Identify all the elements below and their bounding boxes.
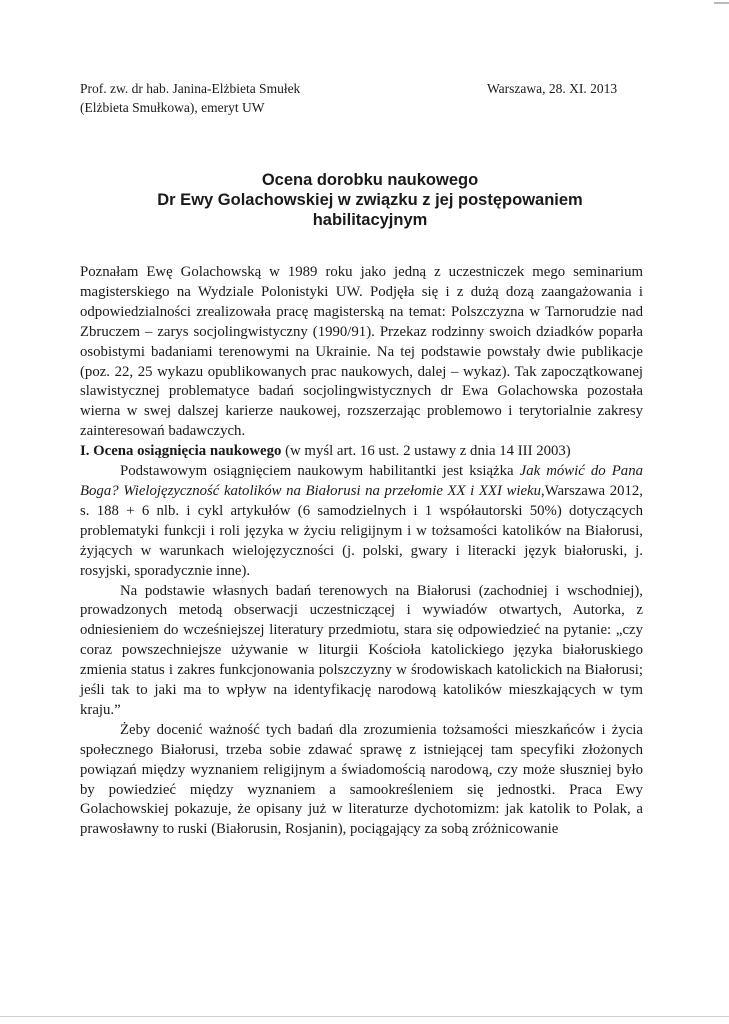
section-heading-bold: I. Ocena osiągnięcia naukowego [80,443,282,460]
title-line-1: Ocena dorobku naukowego [261,171,479,189]
section-heading-rest: (w myśl art. 16 ust. 2 ustawy z dnia 14 III 2003) [281,443,571,460]
paragraph-research-question: Na podstawie własnych badań terenowych na Białorusi (zachodniej i wschodniej), prowadzonych metodą obserwacji uczestniczącej i wywiadów otwartych, Autorka, z odniesieniem do wcześniejszej literatury przedmiotu, stara się odpowiedzieć na pytanie: „czy coraz powszechniejsze używanie w liturgii Kościoła katolickiego języka białoruskiego zmienia status i zakres funkcjonowania polszczyzny w środowiskach katolickich na Białorusi; jeśli tak to jaki ma to wpływ na identyfikację narodową katolików mieszkających w tym kraju.” [80,582,643,718]
paragraph-achievement [80,462,643,581]
scan-corner-mark [714,2,729,4]
achievement-lead: Podstawowym osiągnięciem naukowym habilitantki jest książka [120,463,520,480]
paragraph-significance: Żeby docenić ważność tych badań dla zrozumienia tożsamości mieszkańców i życia społecznego Białorusi, trzeba sobie zdawać sprawę z istniejącej tam specyfiki złożonych powiązań między wyznaniem religijnym a świadomością narodową, czy może słuszniej było by powiedzieć między wyznaniem a samookreśleniem się jednostki. Praca Ewy Golachowskiej pokazuje, że opisany już w literaturze dychotomizm: jak katolik to Polak, a prawosławny to ruski (Białorusin, Rosjanin), pociągający za sobą zróżnicowanie [80,721,643,838]
place-date: Warszawa, 28. XI. 2013 [487,81,618,96]
book-title: Jak mówić do Pana Boga? Wielojęzyczność katolików na Białorusi na przełomie XX i XXI wieku, [80,463,643,499]
section-heading [80,442,643,462]
author-block [80,79,300,117]
author-affiliation: (Elżbieta Smułkowa), emeryt UW [80,100,265,115]
scan-edge-line [0,1016,729,1017]
document-body [80,263,643,840]
title-line-2: Dr Ewy Golachowskiej w związku z jej postępowaniem [157,191,583,209]
paragraph-intro: Poznałam Ewę Golachowską w 1989 roku jako jedną z uczestniczek mego seminarium magisterskiego na Wydziale Polonistyki UW. Podjęła się i z dużą dozą zaangażowania i odpowiedzialności zrealizowała pracę magisterską na temat: Polszczyzna w Tarnorudzie nad Zbruczem – zarys socjolingwistyczny (1990/91). Przekaz rodzinny swoich dziadków poparła osobistymi badaniami terenowymi na Ukrainie. Na tej podstawie powstały dwie publikacje (poz. 22, 25 wykazu opublikowanych prac naukowych, dalej – wykaz). Tak zapoczątkowanej slawistycznej problematyce badań socjolingwistycznych dr Ewa Golachowska pozostała wierna w swej dalszej karierze naukowej, rozszerzając problemowo i terytorialnie zakresy zainteresowań badawczych. [80,264,643,440]
document-title [100,170,640,230]
title-line-3: habilitacyjnym [312,211,428,229]
author-name: Prof. zw. dr hab. Janina-Elżbieta Smułek [80,81,301,96]
achievement-details: Warszawa 2012, s. 188 + 6 nlb. i cykl artykułów (6 samodzielnych i 1 współautorski 50%) dotyczących problematyki funkcji i roli języka w życiu religijnym i w tożsamości katolików na Białorusi, żyjących w warunkach wielojęzyczności (j. polski, gwary i literacki język białoruski, j. rosyjski, sporadycznie inne). [80,482,643,579]
